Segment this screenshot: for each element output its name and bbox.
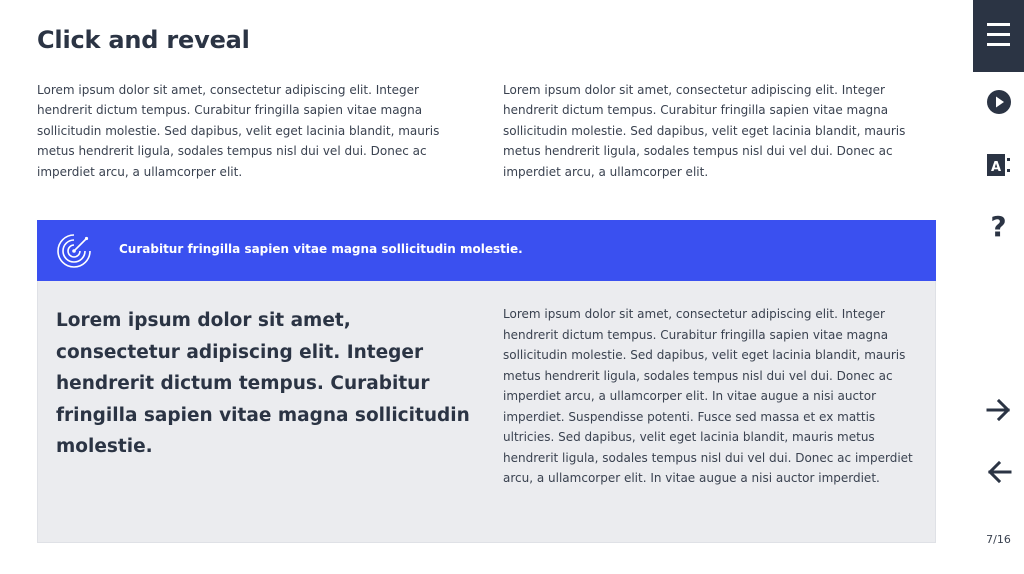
glossary-icon bbox=[985, 152, 1013, 178]
page-indicator: 7/16 bbox=[986, 533, 1011, 546]
page-title: Click and reveal bbox=[37, 26, 250, 54]
menu-button[interactable] bbox=[973, 0, 1024, 72]
reveal-lead-text: Lorem ipsum dolor sit amet, consectetur adipiscing elit. Integer hendrerit dictum tempus. Curabitur fringilla sapien vitae magna sollicitudin molestie. bbox=[56, 310, 470, 457]
help-icon: ? bbox=[990, 210, 1007, 243]
next-button[interactable] bbox=[973, 394, 1024, 426]
reveal-panel-header[interactable] bbox=[37, 220, 936, 281]
glossary-letter: A bbox=[990, 160, 1001, 175]
navigation-rail bbox=[973, 0, 1024, 574]
reveal-body-text: Lorem ipsum dolor sit amet, consectetur adipiscing elit. Integer hendrerit dictum tempus. Curabitur fringilla sapien vitae magna sollicitudin molestie. Sed dapibus, velit eget lacinia blandit, mauris metus hendrerit ligula, sodales tempus nisl dui vel dui. Donec ac imperdiet arcu, a ullamcorper elit. In vitae augue a nisi auctor imperdiet. Suspendisse potenti. Fusce sed massa et ex mattis ultricies. Sed dapibus, velit eget lacinia blandit, mauris metus hendrerit ligula, sodales tempus nisl dui vel dui. Donec ac imperdiet arcu, a ullamcorper elit. In vitae augue a nisi auctor imperdiet. bbox=[503, 307, 913, 485]
play-icon bbox=[986, 89, 1012, 115]
menu-icon bbox=[973, 0, 1024, 72]
reveal-panel bbox=[37, 220, 936, 543]
reveal-panel-title: Curabitur fringilla sapien vitae magna sollicitudin molestie. bbox=[119, 242, 523, 256]
next-arrow-icon bbox=[986, 398, 1012, 422]
play-button[interactable] bbox=[973, 86, 1024, 118]
help-button[interactable] bbox=[973, 210, 1024, 244]
glossary-button[interactable] bbox=[973, 149, 1024, 181]
intro-paragraph-left: Lorem ipsum dolor sit amet, consectetur adipiscing elit. Integer hendrerit dictum tempus. Curabitur fringilla sapien vitae magna sollicitudin molestie. Sed dapibus, velit eget lacinia blandit, mauris metus hendrerit ligula, sodales tempus nisl dui vel dui. Donec ac imperdiet arcu, a ullamcorper elit. bbox=[37, 83, 440, 179]
back-button[interactable] bbox=[973, 456, 1024, 488]
intro-paragraph-right: Lorem ipsum dolor sit amet, consectetur adipiscing elit. Integer hendrerit dictum tempus. Curabitur fringilla sapien vitae magna sollicitudin molestie. Sed dapibus, velit eget lacinia blandit, mauris metus hendrerit ligula, sodales tempus nisl dui vel dui. Donec ac imperdiet arcu, a ullamcorper elit. bbox=[503, 83, 906, 179]
back-arrow-icon bbox=[986, 460, 1012, 484]
radar-target-icon bbox=[53, 230, 95, 272]
